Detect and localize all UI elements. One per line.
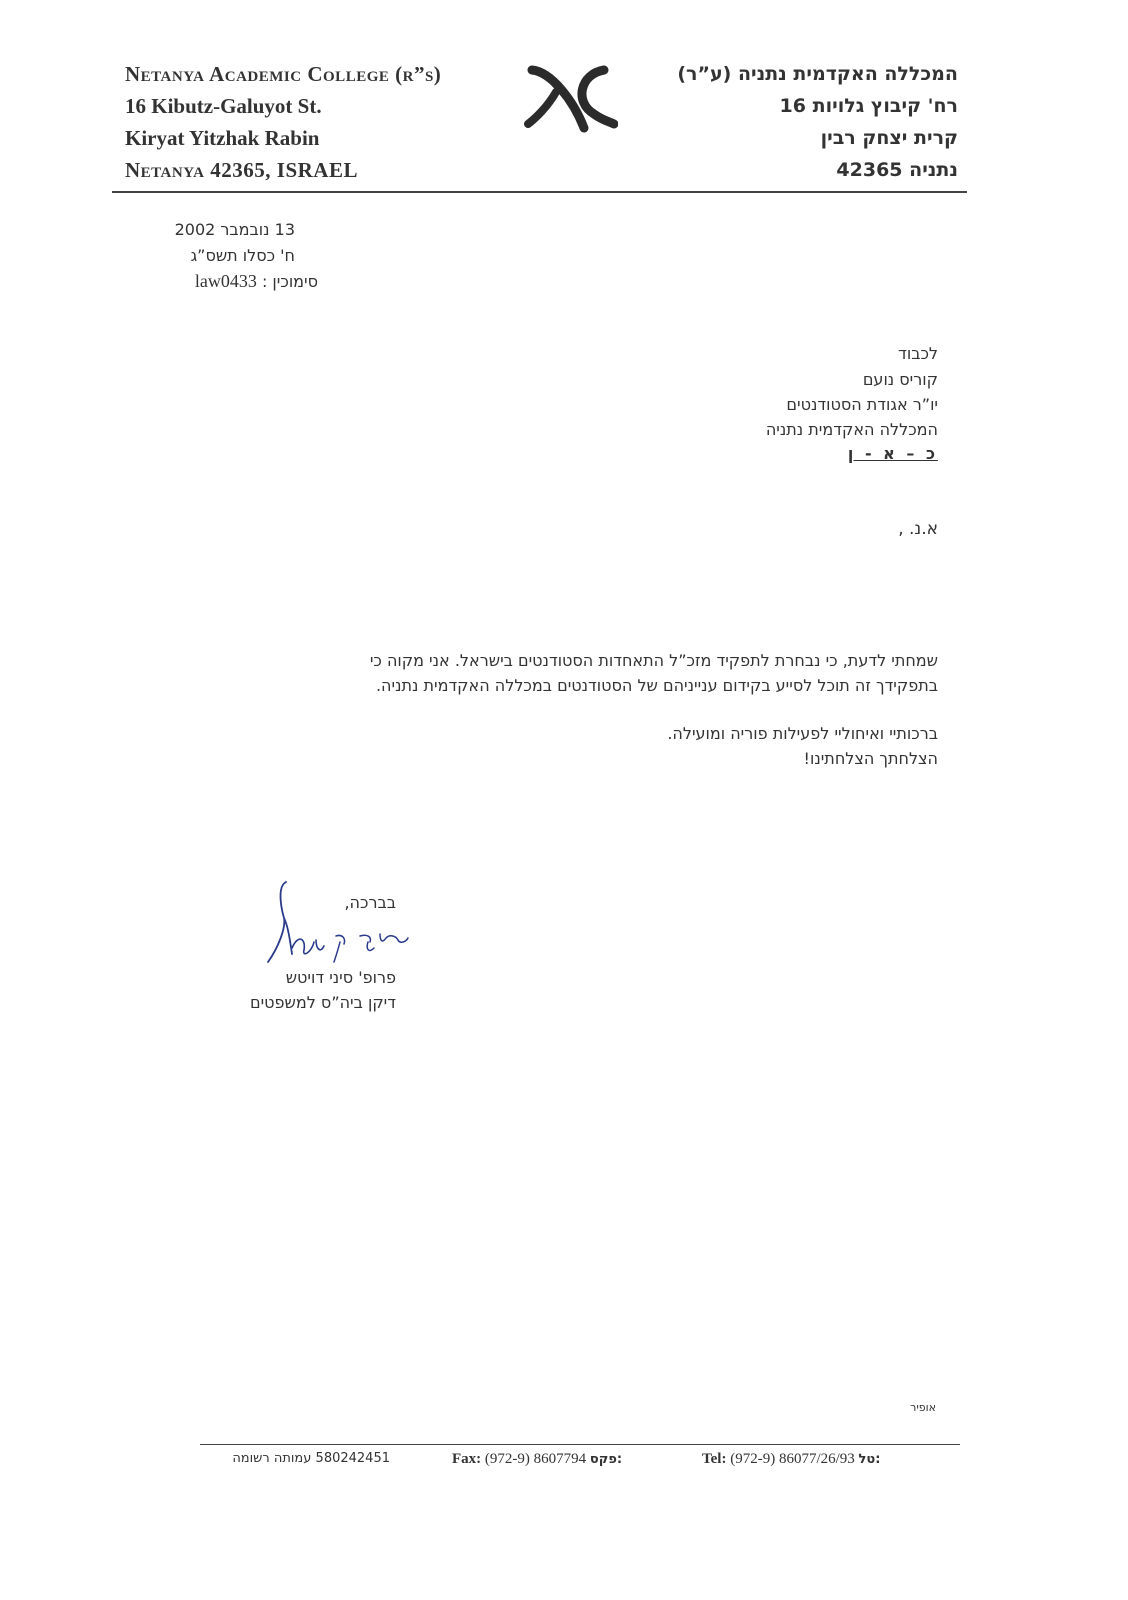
recipient-line-3: יו”ר אגודת הסטודנטים xyxy=(786,395,938,414)
date-hebrew: ח' כסלו תשס”ג xyxy=(190,246,295,265)
fax-number: (972-9) 8607794 xyxy=(484,1451,587,1467)
body-para1-line2: בתפקידך זה תוכל לסייע בקידום ענייניהם של הסטודנטים במכללה האקדמית נתניה. xyxy=(375,676,938,695)
reference-value: law0433 xyxy=(194,271,257,291)
typist-initials: אופיר xyxy=(910,1401,936,1414)
body-para1-line1: שמחתי לדעת, כי נבחרת לתפקיד מזכ”ל התאחדות הסטודנטים בישראל. אני מקוה כי xyxy=(369,651,938,670)
footer-tel xyxy=(702,1451,880,1468)
date-gregorian: 13 נובמבר 2002 xyxy=(174,220,295,239)
hebrew-line-3: קרית יצחק רבין xyxy=(820,127,958,149)
closing-greeting: בברכה, xyxy=(344,893,396,912)
english-line-1: Netanya Academic College (r”s) xyxy=(125,62,442,86)
tel-number: (972-9) 86077/26/93 xyxy=(730,1451,855,1467)
recipient-line-5: כ – א - ן xyxy=(847,444,938,463)
english-line-2: 16 Kibutz-Galuyot St. xyxy=(125,94,322,118)
tel-label-en: Tel: xyxy=(702,1451,727,1467)
fax-label-en: Fax: xyxy=(452,1451,482,1467)
handwritten-signature xyxy=(250,878,420,970)
header-divider xyxy=(112,191,967,193)
english-line-3: Kiryat Yitzhak Rabin xyxy=(125,126,320,150)
hebrew-line-4: נתניה 42365 xyxy=(836,159,958,181)
footer-fax xyxy=(452,1451,622,1468)
letterhead xyxy=(0,0,1128,200)
body-para2-line2: הצלחתך הצלחתינו! xyxy=(803,749,938,768)
signer-role: דיקן ביה”ס למשפטים xyxy=(249,993,396,1012)
signer-title: פרופ' סיני דויטש xyxy=(285,968,396,987)
fax-label-he: פקס: xyxy=(589,1452,623,1467)
recipient-line-2: קוריס נועם xyxy=(862,370,938,389)
hebrew-line-2: רח' קיבוץ גלויות 16 xyxy=(779,95,958,117)
body-para2-line1: ברכותיי ואיחוליי לפעילות פוריה ומועילה. xyxy=(667,724,938,743)
hebrew-line-1: המכללה האקדמית נתניה (ע”ר) xyxy=(677,63,958,85)
english-line-4: Netanya 42365, ISRAEL xyxy=(125,158,358,182)
salutation: א.נ. , xyxy=(898,519,938,539)
footer-divider xyxy=(200,1444,960,1445)
reference-line xyxy=(155,271,318,292)
tel-label-he: טל: xyxy=(858,1452,881,1467)
reference-label: סימוכין : xyxy=(261,272,318,291)
footer-registration: 580242451 עמותה רשומה xyxy=(232,1451,390,1466)
recipient-line-4: המכללה האקדמית נתניה xyxy=(765,420,938,439)
college-logo xyxy=(522,62,618,134)
recipient-line-1: לכבוד xyxy=(898,344,938,363)
